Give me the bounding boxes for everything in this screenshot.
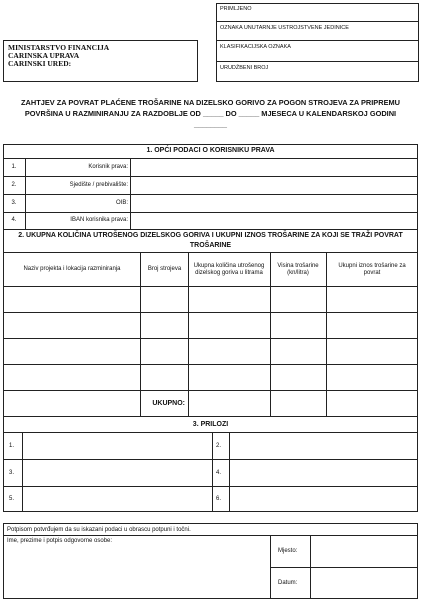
registry-reg-number-label: URUDŽBENI BROJ (220, 65, 269, 71)
oib-input[interactable] (131, 195, 417, 212)
section-3-top-line (3, 416, 418, 417)
oib-label: OIB: (115, 200, 128, 206)
column-header-excise-rate: Visina trošarine (kn/litra) (277, 262, 319, 276)
registry-divider (216, 21, 419, 22)
attachment-field[interactable] (23, 433, 212, 459)
form-title-line-3: ________ (194, 120, 227, 129)
column-header-refund-amount: Ukupni iznos trošarine za povrat (338, 262, 406, 276)
section-3-header: 3. PRILOZI (192, 421, 229, 428)
beneficiary-label: Korisnik prava: (88, 164, 128, 170)
attachment-field[interactable] (230, 433, 417, 459)
place-label: Mjesto: (278, 548, 298, 554)
attachment-field[interactable] (23, 487, 212, 512)
registry-class-mark-label: KLASIFIKACIJSKA OZNAKA (220, 44, 291, 50)
responsible-person-signature[interactable] (4, 547, 270, 598)
row-number: 4. (11, 217, 17, 223)
column-header-fuel-litres: Ukupna količina utrošenog dizelskog goriva u litrama (193, 262, 265, 276)
table-row-line (3, 390, 418, 391)
iban-label: IBAN korisnika prava: (70, 217, 128, 223)
form-title-line-2: POVRŠINA U RAZMINIRANJU ZA RAZDOBLJE OD _____ DO _____ MJESECA U KALENDARSKOJ GODINI (24, 109, 397, 118)
attachment-number: 6. (216, 496, 222, 502)
section-2-header-line-2: TROŠARINE (189, 242, 232, 249)
place-input[interactable] (311, 536, 417, 567)
column-header-machines: Broj strojeva (147, 266, 182, 272)
total-label: UKUPNO: (152, 400, 185, 407)
row-number: 2. (11, 182, 17, 188)
form-title-line-1: ZAHTJEV ZA POVRAT PLAĆENE TROŠARINE NA DIZELSKO GORIVO ZA POGON STROJEVA ZA PRIPREMU (21, 98, 400, 107)
registry-unit-mark-label: OZNAKA UNUTARNJE USTROJSTVENE JEDINICE (220, 25, 349, 31)
section-2-top-line (3, 229, 418, 230)
attachment-middle-divider (212, 432, 213, 512)
date-label: Datum: (278, 580, 298, 586)
table-row[interactable] (4, 365, 417, 390)
registry-divider (216, 40, 419, 41)
attachment-number: 3. (9, 470, 15, 476)
row-number: 1. (11, 164, 17, 170)
attachment-field[interactable] (230, 487, 417, 512)
registry-received-label: PRIMLJENO (220, 6, 252, 12)
table-row[interactable] (4, 287, 417, 312)
column-header-project: Naziv projekta i lokacija razminiranja (23, 266, 121, 272)
seat-residence-input[interactable] (131, 177, 417, 194)
date-input[interactable] (311, 568, 417, 598)
authority-ministry: MINISTARSTVO FINANCIJA (8, 43, 110, 52)
beneficiary-input[interactable] (131, 159, 417, 176)
section-2-header-line-1: 2. UKUPNA KOLIČINA UTROŠENOG DIZELSKOG GORIVA I UKUPNI IZNOS TROŠARINE ZA KOJI SE TRAŽI POVRAT (18, 232, 403, 239)
responsible-person-label: Ime, prezime i potpis odgovorne osobe: (7, 538, 113, 544)
attachment-number: 4. (216, 470, 222, 476)
registry-divider (216, 61, 419, 62)
authority-customs-office: CARINSKI URED: (8, 59, 72, 68)
authority-customs-administration: CARINSKA UPRAVA (8, 51, 80, 60)
attachment-number: 1. (9, 443, 15, 449)
confirmation-text: Potpisom potvrđujem da su iskazani podaci u obrascu potpuni i točni. (7, 527, 191, 533)
table-row[interactable] (4, 339, 417, 364)
iban-input[interactable] (131, 213, 417, 229)
table-row[interactable] (4, 313, 417, 338)
attachment-number: 5. (9, 496, 15, 502)
row-number: 3. (11, 200, 17, 206)
attachment-field[interactable] (23, 460, 212, 486)
section-1-header: 1. OPĆI PODACI O KORISNIKU PRAVA (146, 147, 275, 154)
attachment-number: 2. (216, 443, 222, 449)
attachment-field[interactable] (230, 460, 417, 486)
seat-residence-label: Sjedište / prebivalište: (69, 182, 128, 188)
